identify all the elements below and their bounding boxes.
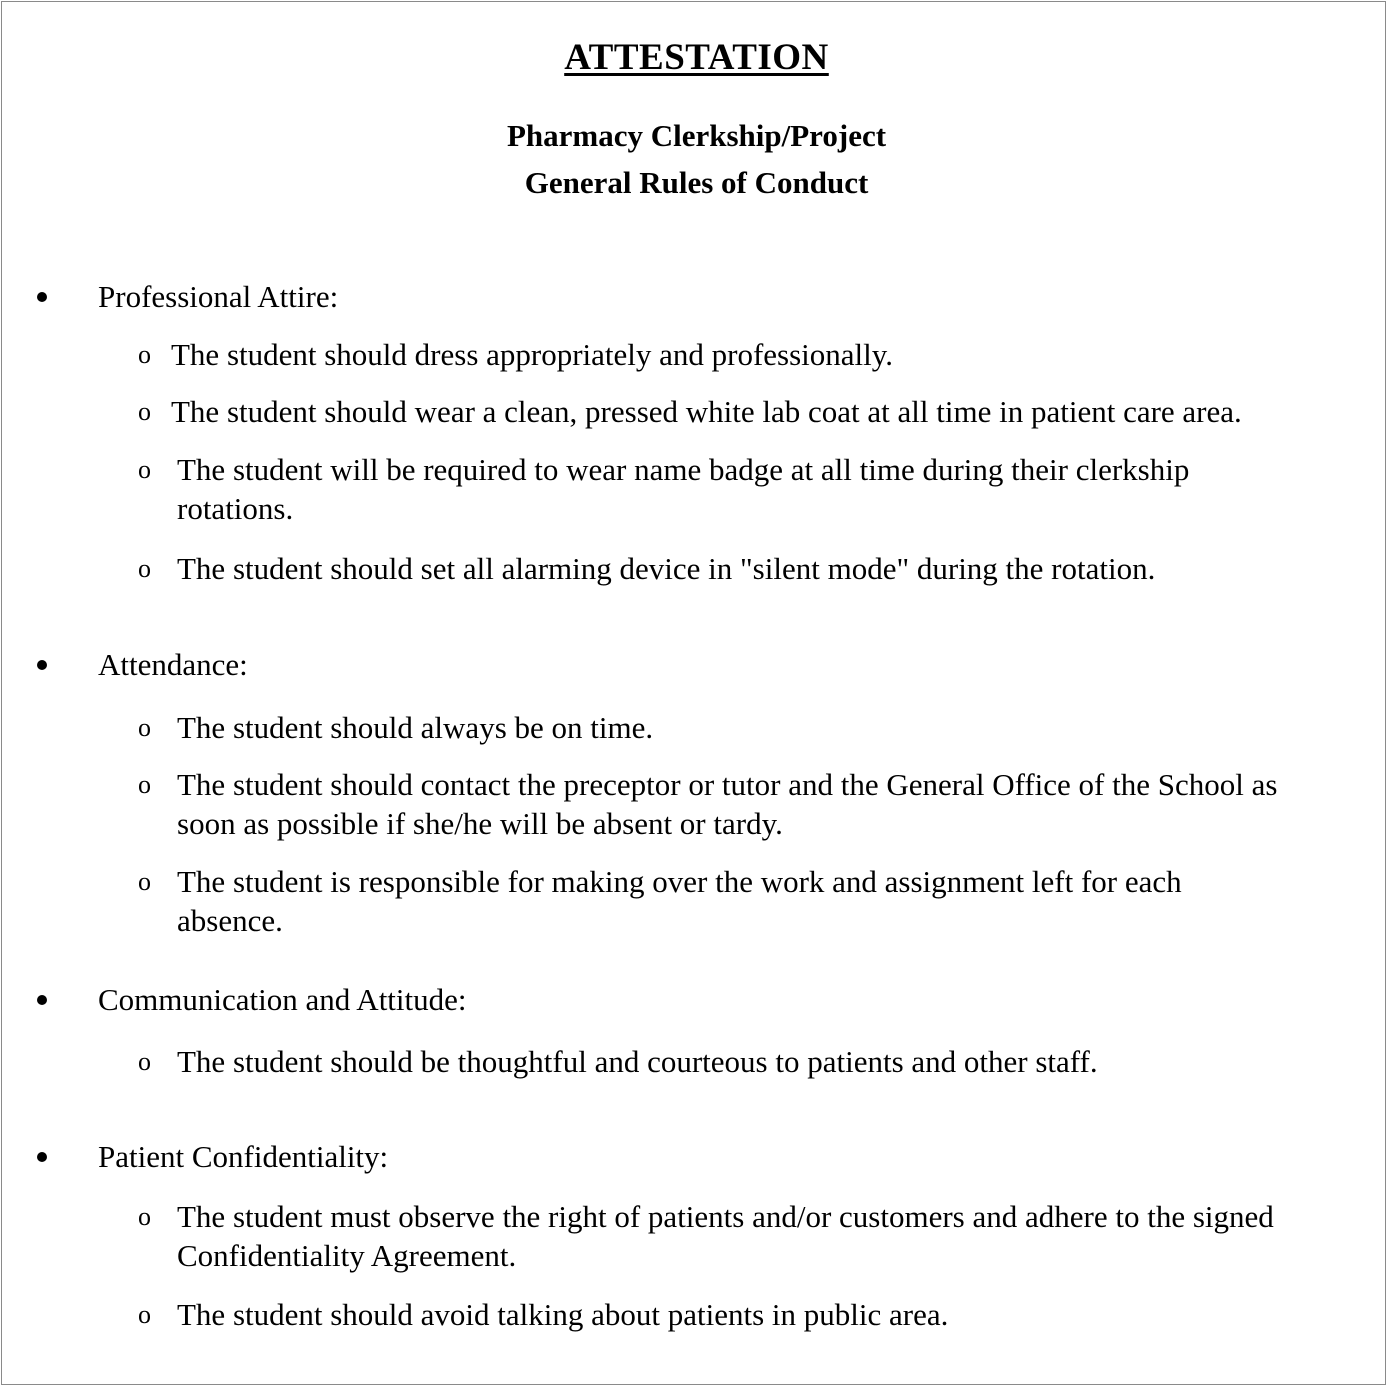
page-subtitle-line-1: Pharmacy Clerkship/Project xyxy=(506,118,887,153)
sub-bullet-icon: o xyxy=(138,340,151,369)
section-heading-communication xyxy=(2,980,1389,1020)
bullet-icon xyxy=(37,292,47,302)
section-heading-label: Patient Confidentiality: xyxy=(98,1139,389,1174)
list-item-text: The student should avoid talking about patients in public area. xyxy=(177,1297,949,1332)
list-item-text: The student will be required to wear name badge at all time during their clerkship rotations. xyxy=(177,452,1190,526)
list-item-text: The student should always be on time. xyxy=(177,710,654,745)
sub-bullet-icon: o xyxy=(138,1202,151,1231)
page-title: ATTESTATION xyxy=(564,37,829,78)
sub-bullet-icon: o xyxy=(138,397,151,426)
section-heading-professional-attire xyxy=(2,277,1389,317)
list-item-text: The student should set all alarming device in "silent mode" during the rotation. xyxy=(177,551,1156,586)
sub-bullet-icon: o xyxy=(138,867,151,896)
section-heading-label: Communication and Attitude: xyxy=(98,982,467,1017)
section-heading-label: Professional Attire: xyxy=(98,279,339,314)
list-item-text: The student is responsible for making over the work and assignment left for each absence. xyxy=(177,864,1182,938)
sub-bullet-icon: o xyxy=(138,713,151,742)
list-item-text: The student should dress appropriately and professionally. xyxy=(171,337,894,372)
list-item-text: The student should contact the preceptor or tutor and the General Office of the School as soon as possible if she/he will be absent or tardy. xyxy=(177,767,1278,841)
bullet-icon xyxy=(37,1152,47,1162)
sub-bullet-icon: o xyxy=(138,1047,151,1076)
sub-bullet-icon: o xyxy=(138,1300,151,1329)
page-subtitle-line-2: General Rules of Conduct xyxy=(524,165,869,200)
sub-bullet-icon: o xyxy=(138,455,151,484)
sub-bullet-icon: o xyxy=(138,770,151,799)
section-heading-patient-confidentiality xyxy=(2,1137,1389,1177)
list-item-text: The student must observe the right of patients and/or customers and adhere to the signed Confidentiality Agreement. xyxy=(177,1199,1274,1273)
list-item-text: The student should wear a clean, pressed white lab coat at all time in patient care area. xyxy=(171,394,1242,429)
bullet-icon xyxy=(37,660,47,670)
section-heading-label: Attendance: xyxy=(98,647,248,682)
sub-bullet-icon: o xyxy=(138,554,151,583)
section-heading-attendance xyxy=(2,645,1389,685)
document-page xyxy=(1,1,1386,1385)
bullet-icon xyxy=(37,995,47,1005)
list-item-text: The student should be thoughtful and courteous to patients and other staff. xyxy=(177,1044,1098,1079)
